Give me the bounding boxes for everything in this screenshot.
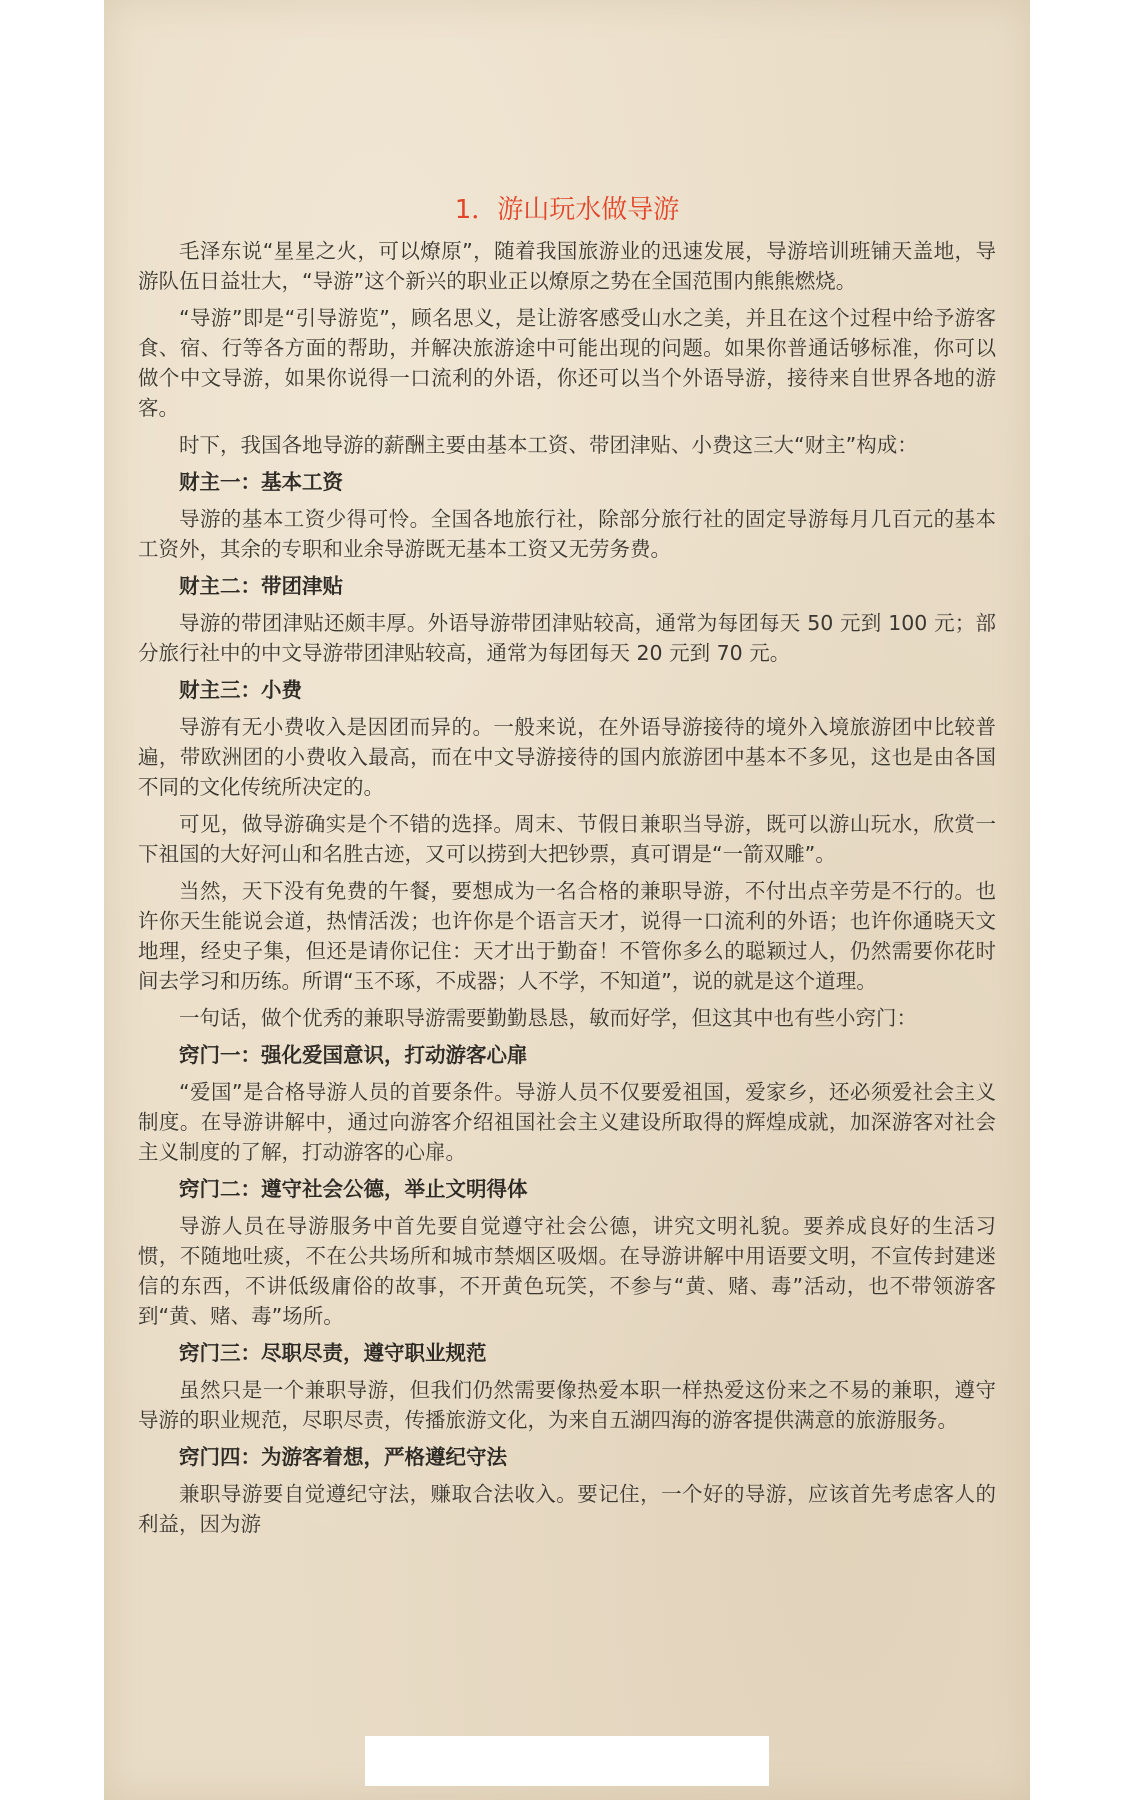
paragraph: 毛泽东说“星星之火，可以燎原”，随着我国旅游业的迅速发展，导游培训班铺天盖地，导游队伍日益壮大，“导游”这个新兴的职业正以燎原之势在全国范围内熊熊燃烧。 — [138, 239, 996, 293]
section-heading: 财主一：基本工资 — [179, 470, 343, 494]
section-heading: 财主二：带团津贴 — [179, 574, 343, 598]
section-heading: 窍门一：强化爱国意识，打动游客心扉 — [179, 1043, 528, 1067]
paragraph: 当然，天下没有免费的午餐，要想成为一名合格的兼职导游，不付出点辛劳是不行的。也许你天生能说会道，热情活泼；也许你是个语言天才，说得一口流利的外语；也许你通晓天文地理，经史子集，但还是请你记住：天才出于勤奋！不管你多么的聪颖过人，仍然需要你花时间去学习和历练。所谓“玉不琢，不成器；人不学，不知道”，说的就是这个道理。 — [138, 879, 996, 993]
paragraph: 虽然只是一个兼职导游，但我们仍然需要像热爱本职一样热爱这份来之不易的兼职，遵守导游的职业规范，尽职尽责，传播旅游文化，为来自五湖四海的游客提供满意的旅游服务。 — [138, 1378, 996, 1432]
paragraph: 可见，做导游确实是个不错的选择。周末、节假日兼职当导游，既可以游山玩水，欣赏一下祖国的大好河山和名胜古迹，又可以捞到大把钞票，真可谓是“一箭双雕”。 — [138, 812, 996, 866]
section-heading: 窍门四：为游客着想，严格遵纪守法 — [179, 1445, 507, 1469]
paragraph: “爱国”是合格导游人员的首要条件。导游人员不仅要爱祖国，爱家乡，还必须爱社会主义制度。在导游讲解中，通过向游客介绍祖国社会主义建设所取得的辉煌成就，加深游客对社会主义制度的了解，打动游客的心扉。 — [138, 1080, 996, 1164]
paragraph: “导游”即是“引导游览”，顾名思义，是让游客感受山水之美，并且在这个过程中给予游客食、宿、行等各方面的帮助，并解决旅游途中可能出现的问题。如果你普通话够标准，你可以做个中文导游，如果你说得一口流利的外语，你还可以当个外语导游，接待来自世界各地的游客。 — [138, 306, 996, 420]
article-title: 1．游山玩水做导游 — [454, 195, 680, 225]
paragraph: 一句话，做个优秀的兼职导游需要勤勤恳恳，敏而好学，但这其中也有些小窍门： — [179, 1006, 917, 1030]
paragraph: 导游人员在导游服务中首先要自觉遵守社会公德，讲究文明礼貌。要养成良好的生活习惯，不随地吐痰，不在公共场所和城市禁烟区吸烟。在导游讲解中用语要文明，不宣传封建迷信的东西，不讲低级庸俗的故事，不开黄色玩笑，不参与“黄、赌、毒”活动，也不带领游客到“黄、赌、毒”场所。 — [138, 1214, 996, 1328]
paragraph: 兼职导游要自觉遵纪守法，赚取合法收入。要记住，一个好的导游，应该首先考虑客人的利益，因为游 — [138, 1482, 996, 1536]
paragraph: 时下，我国各地导游的薪酬主要由基本工资、带团津贴、小费这三大“财主”构成： — [179, 433, 918, 457]
section-heading: 窍门三：尽职尽责，遵守职业规范 — [179, 1341, 487, 1365]
article-body — [138, 236, 996, 1546]
paragraph: 导游的带团津贴还颇丰厚。外语导游带团津贴较高，通常为每团每天 50 元到 100 元；部分旅行社中的中文导游带团津贴较高，通常为每团每天 20 元到 70 元。 — [138, 611, 996, 665]
section-heading: 窍门二：遵守社会公德，举止文明得体 — [179, 1177, 528, 1201]
paragraph: 导游的基本工资少得可怜。全国各地旅行社，除部分旅行社的固定导游每月几百元的基本工资外，其余的专职和业余导游既无基本工资又无劳务费。 — [138, 507, 996, 561]
document-page — [104, 0, 1030, 1800]
redaction-block — [365, 1736, 769, 1786]
paragraph: 导游有无小费收入是因团而异的。一般来说，在外语导游接待的境外入境旅游团中比较普遍，带欧洲团的小费收入最高，而在中文导游接待的国内旅游团中基本不多见，这也是由各国不同的文化传统所决定的。 — [138, 715, 996, 799]
section-heading: 财主三：小费 — [179, 678, 302, 702]
